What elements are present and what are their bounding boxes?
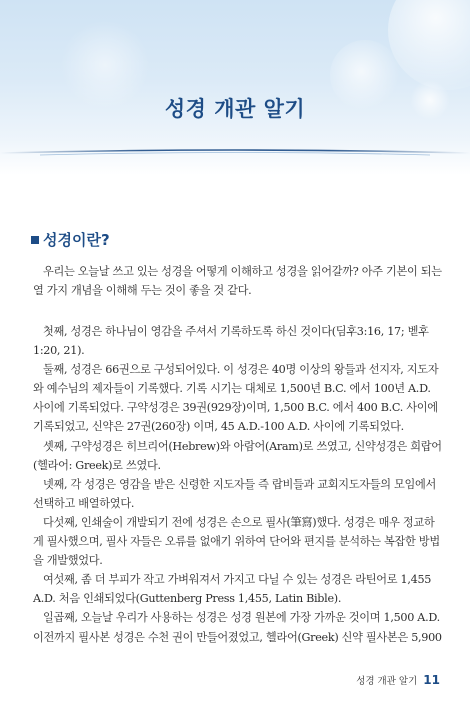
paragraph-3: 셋째, 구약성경은 히브리어(Hebrew)와 아람어(Aram)로 쓰였고, 신약성경은 희랍어(헬라어: Greek)로 쓰였다. bbox=[33, 439, 442, 472]
page-title: 성경 개관 알기 bbox=[164, 97, 306, 121]
paragraph-2: 둘째, 성경은 66권으로 구성되어있다. 이 성경은 40명 이상의 왕들과 선지자, 지도자와 예수님의 제자들이 기록했다. 기록 시기는 대체로 1,500년 B.C. 에서 100년 A.D. 사이에 기록되었다. 구약성경은 39권(929장)이며, 1,500 B.C. 에서 400 B.C. 사이에 기록되었고, 신약은 27권(260장) 이며, 45 A.D.-100 A.D. 사이에 기록되었다. bbox=[33, 363, 439, 434]
page-number: 11 bbox=[423, 673, 440, 687]
paragraph-7: 일곱째, 오늘날 우리가 사용하는 성경은 성경 원본에 가장 가까운 것이며 1,500 A.D. 이전까지 필사본 성경은 수천 권이 만들어졌었고, 헬라어(Greek) 신약 필사본은 5,900 bbox=[33, 611, 442, 644]
square-bullet-icon bbox=[31, 236, 39, 244]
section-heading bbox=[31, 229, 110, 250]
intro-text: 우리는 오늘날 쓰고 있는 성경을 어떻게 이해하고 성경을 읽어갈까? 아주 기본이 되는 열 가지 개념을 이해해 두는 것이 좋을 것 같다. bbox=[33, 265, 442, 298]
title-underline bbox=[0, 147, 470, 159]
footer-label: 성경 개관 알기 bbox=[356, 676, 418, 687]
section-heading-text: 성경이란? bbox=[43, 231, 110, 249]
intro-paragraph bbox=[33, 262, 443, 300]
page-footer bbox=[356, 673, 440, 687]
main-text bbox=[33, 322, 443, 647]
decorative-bubble bbox=[388, 0, 470, 90]
paragraph-1: 첫째, 성경은 하나님이 영감을 주셔서 기록하도록 하신 것이다(딤후3:16, 17; 벧후1:20, 21). bbox=[33, 325, 429, 358]
paragraph-6: 여섯째, 좀 더 부피가 작고 가벼워져서 가지고 다닐 수 있는 성경은 라틴어로 1,455 A.D. 처음 인쇄되었다(Guttenberg Press 1,455, Latin Bible). bbox=[33, 573, 432, 606]
paragraph-4: 넷째, 각 성경은 영감을 받은 신령한 지도자들 즉 랍비들과 교회지도자들의 모임에서 선택하고 배열하였다. bbox=[33, 477, 437, 510]
paragraph-5: 다섯째, 인쇄술이 개발되기 전에 성경은 손으로 필사(筆寫)했다. 성경은 매우 정교하게 필사했으며, 필사 자들은 오류를 없애기 위하여 단어와 편지를 분석하는 복잡한 방법을 개발했었다. bbox=[33, 515, 440, 568]
